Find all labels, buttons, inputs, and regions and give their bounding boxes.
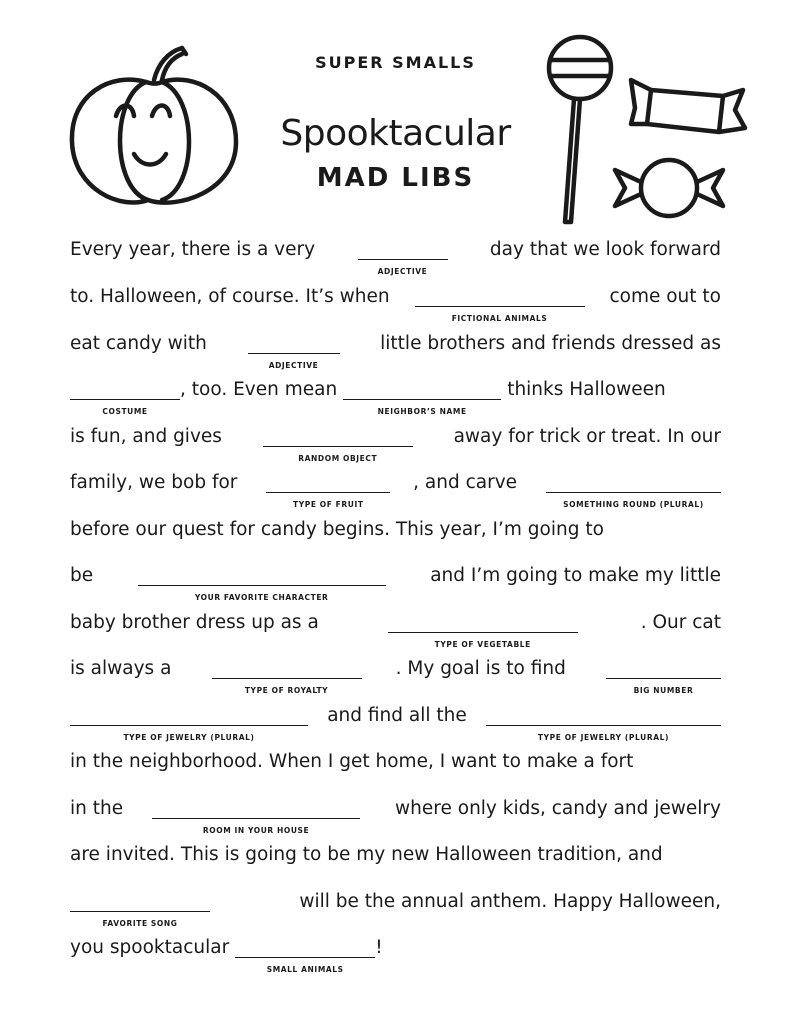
story-line-7	[70, 519, 721, 559]
story-text: in the	[70, 798, 124, 819]
story-text: . My goal is to find	[395, 658, 566, 679]
blank-label: TYPE OF JEWELRY (PLURAL)	[537, 733, 670, 742]
story-text: baby brother dress up as a	[70, 612, 319, 633]
story-line-3	[70, 333, 721, 373]
story-line-10	[70, 658, 721, 698]
story-text: and I’m going to make my little	[430, 565, 721, 586]
blank-label: YOUR FAVORITE CHARACTER	[194, 593, 329, 602]
story-text: away for trick or treat. In our	[453, 426, 721, 447]
story-text: family, we bob for	[70, 472, 238, 493]
blank-label: RANDOM OBJECT	[298, 454, 378, 463]
story-text: before our quest for candy begins. This year, I’m going to	[70, 519, 604, 540]
blank-label: FAVORITE SONG	[102, 919, 178, 928]
story-text: !	[375, 937, 383, 958]
blank-label: TYPE OF ROYALTY	[244, 686, 329, 695]
blank-label: TYPE OF JEWELRY (PLURAL)	[123, 733, 255, 742]
story-text: to. Halloween, of course. It’s when	[70, 286, 390, 307]
story-text: , too. Even mean	[180, 379, 338, 400]
blank-label: NEIGHBOR’S NAME	[377, 407, 467, 416]
blank-big-number[interactable]	[606, 658, 721, 695]
story-text: in the neighborhood. When I get home, I want to make a fort	[70, 751, 634, 772]
blank-type-of-vegetable[interactable]	[388, 612, 578, 649]
blank-type-of-jewelry[interactable]	[486, 705, 721, 742]
story-line-4	[70, 379, 721, 419]
pumpkin-icon	[66, 42, 242, 210]
blank-favorite-character[interactable]	[138, 565, 386, 602]
blank-type-of-jewelry[interactable]	[70, 705, 308, 742]
blank-room-in-your-house[interactable]	[152, 798, 360, 835]
blank-label: ADJECTIVE	[268, 361, 319, 370]
story-line-14	[70, 844, 721, 884]
page-title: Spooktacular	[280, 113, 511, 154]
blank-label: COSTUME	[102, 407, 148, 416]
blank-favorite-song[interactable]	[70, 891, 210, 928]
story-text: where only kids, candy and jewelry	[395, 798, 721, 819]
blank-type-of-royalty[interactable]	[212, 658, 362, 695]
blank-label: ADJECTIVE	[377, 267, 428, 276]
story-line-1	[70, 239, 721, 279]
blank-costume[interactable]	[70, 379, 180, 416]
story-line-12	[70, 751, 721, 791]
story-text: little brothers and friends dressed as	[380, 333, 721, 354]
blank-label: TYPE OF FRUIT	[292, 500, 364, 509]
blank-adjective[interactable]	[358, 239, 448, 276]
story-text: you spooktacular	[70, 937, 230, 958]
blank-random-object[interactable]	[263, 426, 413, 463]
story-line-9	[70, 612, 721, 652]
story-text: come out to	[609, 286, 721, 307]
story-text: Every year, there is a very	[70, 239, 316, 260]
blank-adjective[interactable]	[248, 333, 340, 370]
blank-neighbors-name[interactable]	[343, 379, 501, 416]
story-text: eat candy with	[70, 333, 207, 354]
story-text: . Our cat	[640, 612, 721, 633]
story-line-11	[70, 705, 721, 745]
blank-label: TYPE OF VEGETABLE	[434, 640, 531, 649]
story-text: thinks Halloween	[507, 379, 666, 400]
round-candy-icon	[603, 148, 735, 224]
story-line-2	[70, 286, 721, 326]
blank-label: FICTIONAL ANIMALS	[451, 314, 548, 323]
blank-label: ROOM IN YOUR HOUSE	[202, 826, 310, 835]
blank-label: BIG NUMBER	[633, 686, 694, 695]
blank-small-animals[interactable]	[235, 937, 375, 974]
story-line-13	[70, 798, 721, 838]
story-line-5	[70, 426, 721, 466]
story-line-8	[70, 565, 721, 605]
blank-label: SMALL ANIMALS	[266, 965, 344, 974]
blank-label: SOMETHING ROUND (PLURAL)	[563, 500, 704, 509]
story-line-15	[70, 891, 721, 931]
story-text: day that we look forward	[489, 239, 721, 260]
story-text: are invited. This is going to be my new Halloween tradition, and	[70, 844, 663, 865]
page-subtitle: MAD LIBS	[316, 163, 475, 193]
story-line-6	[70, 472, 721, 512]
story-text: is fun, and gives	[70, 426, 222, 447]
story-text: be	[70, 565, 94, 586]
blank-type-of-fruit[interactable]	[266, 472, 390, 509]
story-text: will be the annual anthem. Happy Halloween,	[299, 891, 721, 912]
brand-name: SUPER SMALLS	[315, 53, 476, 72]
story-text: , and carve	[413, 472, 518, 493]
blank-something-round[interactable]	[546, 472, 721, 509]
wrapped-candy-icon	[627, 76, 751, 140]
story-text: is always a	[70, 658, 172, 679]
story-line-16	[70, 937, 721, 977]
story-text: and find all the	[327, 705, 467, 726]
blank-fictional-animals[interactable]	[415, 286, 585, 323]
